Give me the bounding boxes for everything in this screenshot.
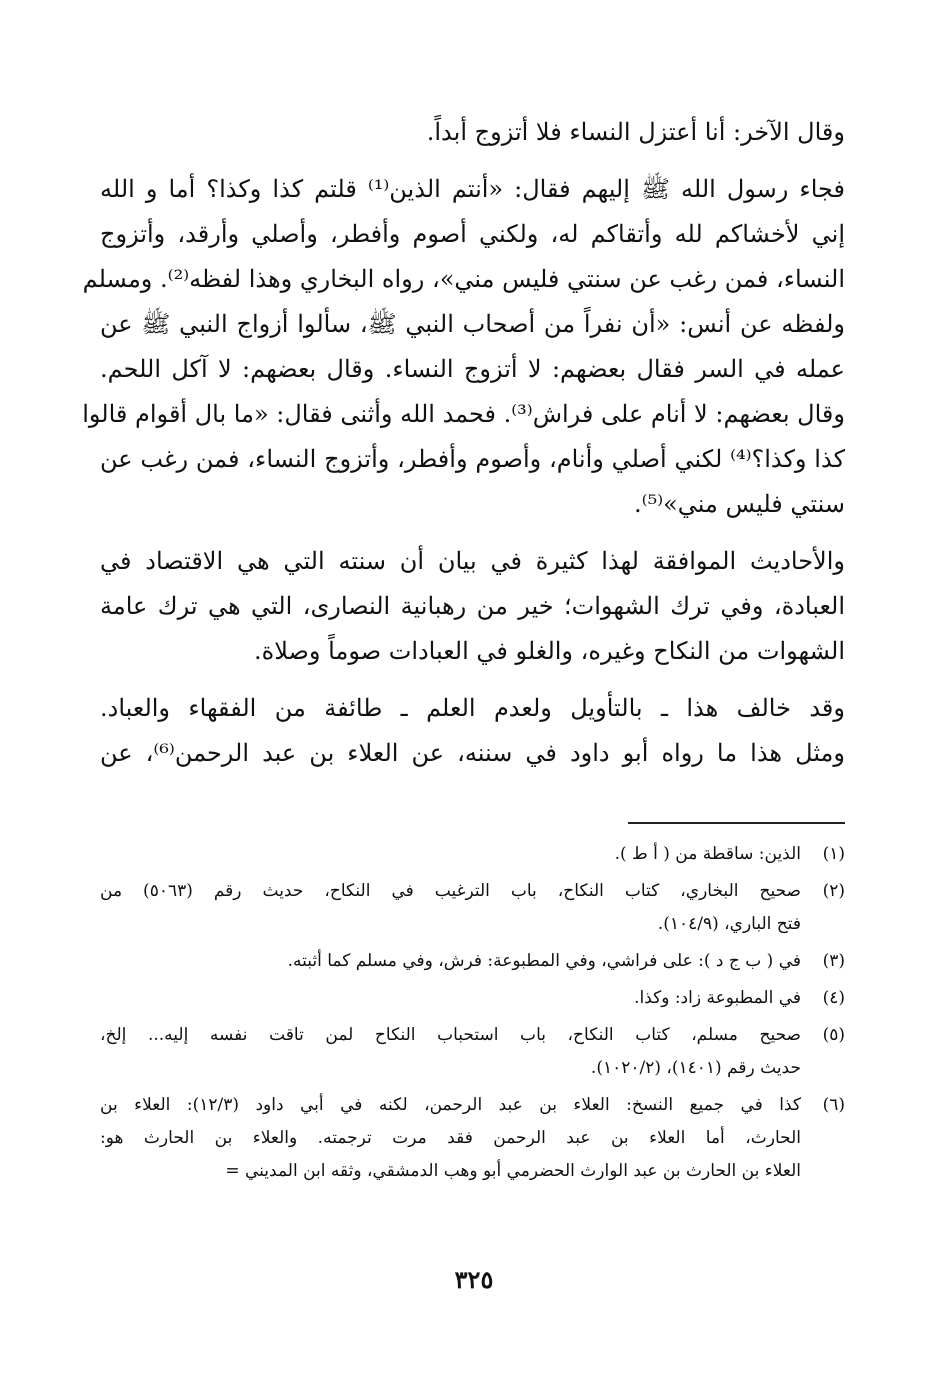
footnote-number: (٤)	[822, 988, 845, 1008]
footnote-text	[100, 982, 801, 1015]
text-line: العبادة، وفي ترك الشهوات؛ خير من رهبانية النصارى، التي هي ترك عامة	[100, 592, 845, 620]
text-line: كذا وكذا؟⁽⁴⁾ لكني أصلي وأنام، وأصوم وأفطر، وأتزوج النساء، فمن رغب عن	[100, 445, 845, 473]
footnote-text	[100, 838, 801, 871]
footnote-4	[100, 982, 845, 1015]
page-number: ٣٢٥	[454, 1265, 494, 1294]
text-line: سنتي فليس مني»⁽⁵⁾.	[634, 490, 845, 518]
footnote-line: صحيح مسلم، كتاب النكاح، باب استحباب النكاح لمن تاقت نفسه إليه... إلخ،	[100, 1025, 801, 1045]
footnote-number: (١)	[822, 844, 845, 864]
footnote-text	[100, 1089, 801, 1188]
footnote-divider	[628, 822, 845, 824]
footnote-number: (٥)	[822, 1025, 845, 1045]
footnote-2	[100, 875, 845, 941]
footnote-line: حديث رقم (١٤٠١)، (١٠٢٠/٢).	[590, 1058, 801, 1078]
footnote-text	[100, 875, 801, 941]
paragraph-2	[82, 167, 845, 527]
footnote-line: العلاء بن الحارث بن عبد الوارث الحضرمي أبو وهب الدمشقي، وثقه ابن المديني =	[225, 1161, 801, 1181]
paragraph-4	[100, 686, 845, 776]
footnote-line: الذين: ساقطة من ( أ ط ).	[614, 844, 801, 864]
footnotes	[100, 838, 845, 1192]
text-line: الشهوات من النكاح وغيره، والغلو في العبادات صوماً وصلاة.	[254, 637, 845, 665]
text-line: وقال الآخر: أنا أعتزل النساء فلا أتزوج أبداً.	[426, 118, 845, 146]
paragraph-1	[100, 110, 845, 155]
text-line: وقد خالف هذا ـ بالتأويل ولعدم العلم ـ طائفة من الفقهاء والعباد.	[100, 694, 845, 722]
text-line: إني لأخشاكم لله وأتقاكم له، ولكني أصوم وأفطر، وأصلي وأرقد، وأتزوج	[100, 220, 845, 248]
text-line: وقال بعضهم: لا أنام على فراش⁽³⁾. فحمد الله وأثنى فقال: «ما بال أقوام قالوا	[82, 400, 845, 428]
footnote-text	[100, 1019, 801, 1085]
text-line: فجاء رسول الله ﷺ إليهم فقال: «أنتم الذين⁽¹⁾ قلتم كذا وكذا؟ أما و الله	[100, 175, 845, 203]
text-line: عمله في السر فقال بعضهم: لا أتزوج النساء. وقال بعضهم: لا آكل اللحم.	[100, 355, 845, 383]
text-line: ولفظه عن أنس: «أن نفراً من أصحاب النبي ﷺ، سألوا أزواج النبي ﷺ عن	[100, 310, 845, 338]
footnote-text	[100, 945, 801, 978]
footnote-line: فتح الباري، (١٠٤/٩).	[657, 914, 801, 934]
footnote-line: الحارث، أما العلاء بن عبد الرحمن فقد مرت ترجمته. والعلاء بن الحارث هو:	[100, 1128, 801, 1148]
footnote-1	[100, 838, 845, 871]
footnote-5	[100, 1019, 845, 1085]
footnote-line: صحيح البخاري، كتاب النكاح، باب الترغيب في النكاح، حديث رقم (٥٠٦٣) من	[100, 881, 801, 901]
footnote-6	[100, 1089, 845, 1188]
footnote-3	[100, 945, 845, 978]
main-text	[82, 110, 846, 788]
footnote-number: (٢)	[822, 881, 845, 901]
footnote-line: في المطبوعة زاد: وكذا.	[634, 988, 801, 1008]
text-line: ومثل هذا ما رواه أبو داود في سننه، عن العلاء بن عبد الرحمن⁽⁶⁾، عن	[100, 739, 846, 767]
footnote-number: (٦)	[822, 1095, 845, 1115]
text-line: النساء، فمن رغب عن سنتي فليس مني»، رواه البخاري وهذا لفظه⁽²⁾. ومسلم	[82, 265, 845, 293]
text-line: والأحاديث الموافقة لهذا كثيرة في بيان أن سنته التي هي الاقتصاد في	[100, 547, 845, 575]
paragraph-3	[100, 539, 845, 674]
footnote-line: كذا في جميع النسخ: العلاء بن عبد الرحمن، لكنه في أبي داود (١٢/٣): العلاء بن	[100, 1095, 801, 1115]
footnote-number: (٣)	[822, 951, 845, 971]
footnote-line: في ( ب ج د ): على فراشي، وفي المطبوعة: فرش، وفي مسلم كما أثبته.	[287, 951, 801, 971]
